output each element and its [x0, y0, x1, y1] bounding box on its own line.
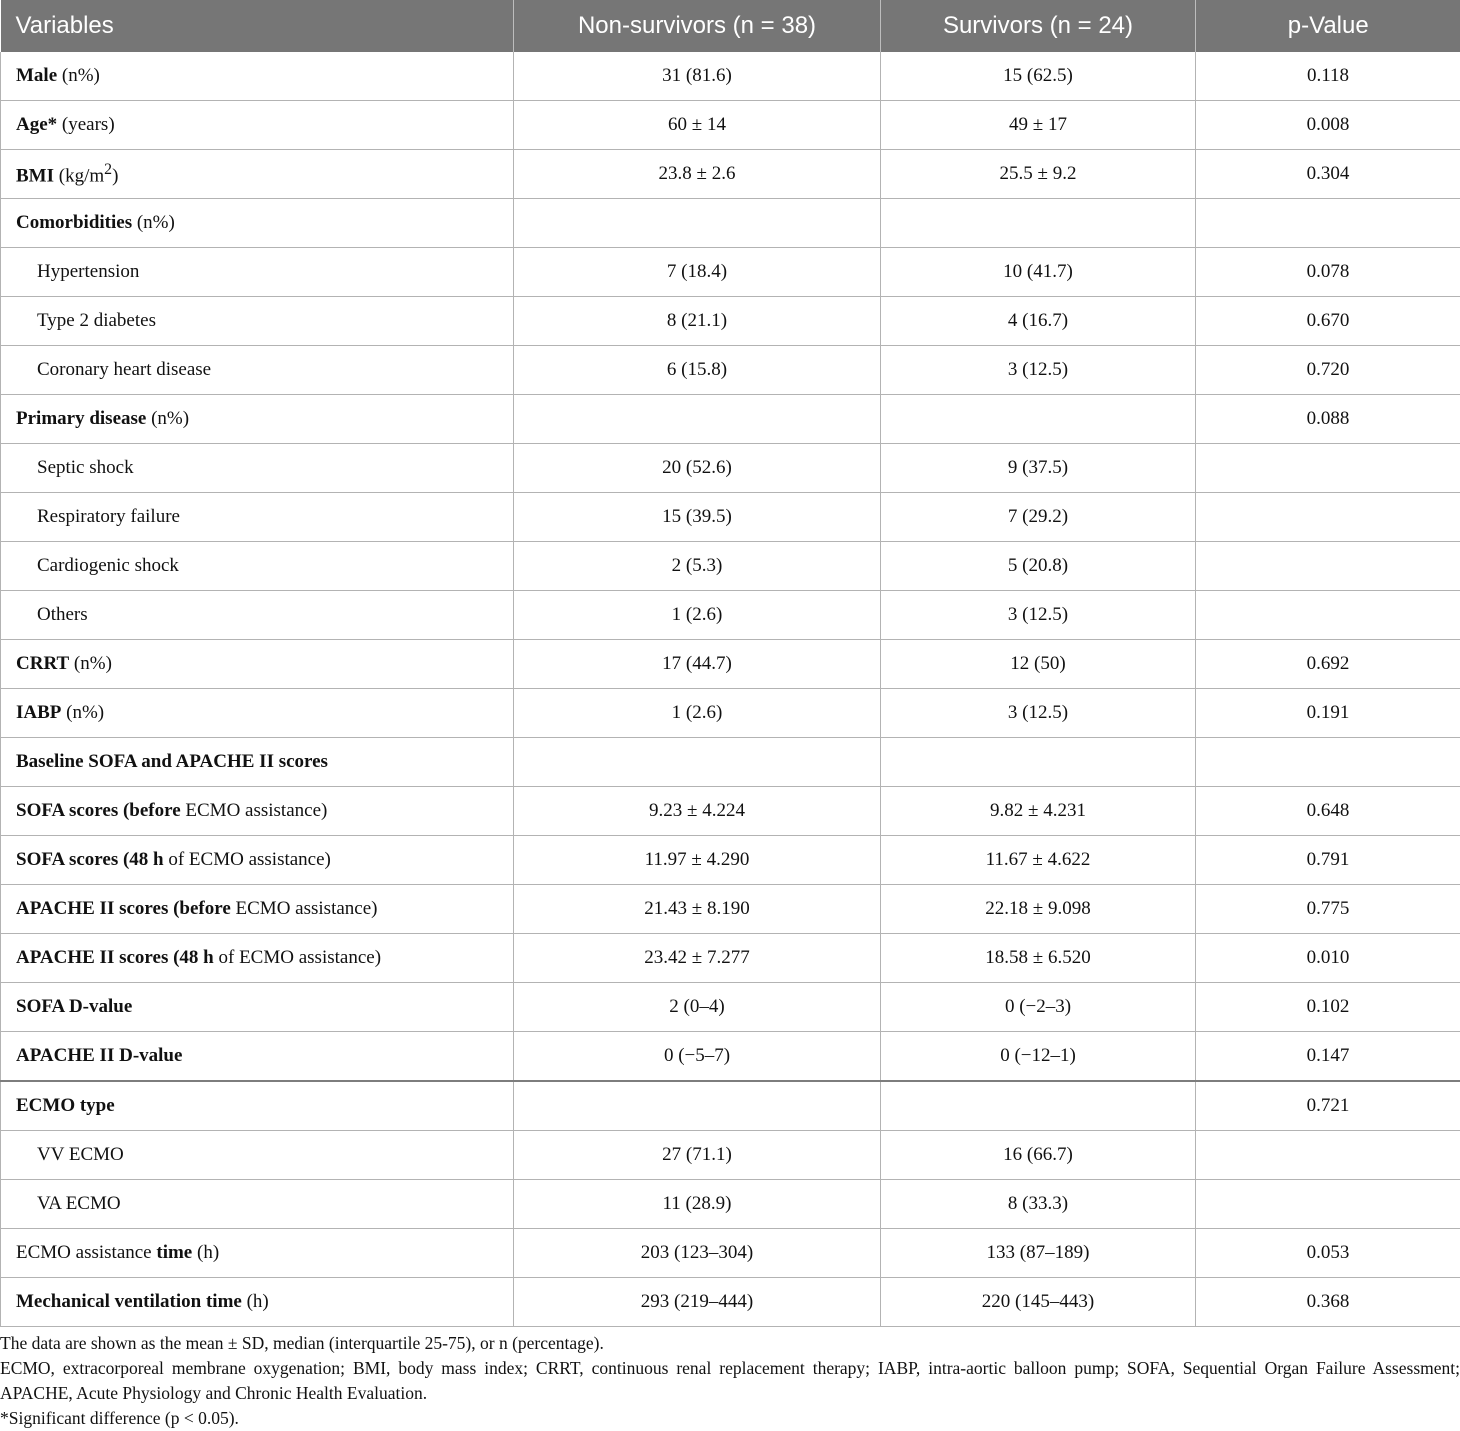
row-label: Respiratory failure: [1, 493, 514, 542]
row-label: APACHE II scores (48 h of ECMO assistance): [1, 934, 514, 983]
non-survivors-value: 2 (0–4): [514, 983, 881, 1032]
p-value: 0.118: [1196, 52, 1460, 101]
p-value: [1196, 738, 1460, 787]
row-label: Hypertension: [1, 248, 514, 297]
survivors-value: 0 (−12–1): [881, 1032, 1196, 1082]
table-row: [1, 395, 1460, 444]
p-value: [1196, 1180, 1460, 1229]
survivors-value: 9 (37.5): [881, 444, 1196, 493]
non-survivors-value: 293 (219–444): [514, 1278, 881, 1327]
survivors-value: 25.5 ± 9.2: [881, 150, 1196, 199]
non-survivors-value: 31 (81.6): [514, 52, 881, 101]
header-p-value: p-Value: [1196, 0, 1460, 52]
footnote-abbreviations: ECMO, extracorporeal membrane oxygenation; BMI, body mass index; CRRT, continuous renal replacement therapy; IABP, intra-aortic balloon pump; SOFA, Sequential Organ Failure Assessment; APACHE, Acute Physiology and Chronic Health Evaluation.: [0, 1356, 1460, 1406]
row-label: Age* (years): [1, 101, 514, 150]
header-survivors: Survivors (n = 24): [881, 0, 1196, 52]
non-survivors-value: 11.97 ± 4.290: [514, 836, 881, 885]
survivors-value: 15 (62.5): [881, 52, 1196, 101]
non-survivors-value: [514, 1081, 881, 1131]
table-footnotes: [0, 1327, 1460, 1431]
row-label: IABP (n%): [1, 689, 514, 738]
table-row: [1, 738, 1460, 787]
survivors-value: 220 (145–443): [881, 1278, 1196, 1327]
row-label: SOFA scores (before ECMO assistance): [1, 787, 514, 836]
p-value: 0.053: [1196, 1229, 1460, 1278]
survivors-value: 3 (12.5): [881, 346, 1196, 395]
non-survivors-value: 23.8 ± 2.6: [514, 150, 881, 199]
table-row: [1, 1180, 1460, 1229]
row-label: VV ECMO: [1, 1131, 514, 1180]
row-label: Cardiogenic shock: [1, 542, 514, 591]
p-value: 0.102: [1196, 983, 1460, 1032]
table-row: [1, 297, 1460, 346]
non-survivors-value: 1 (2.6): [514, 689, 881, 738]
row-label: APACHE II scores (before ECMO assistance): [1, 885, 514, 934]
p-value: 0.191: [1196, 689, 1460, 738]
non-survivors-value: [514, 738, 881, 787]
non-survivors-value: 9.23 ± 4.224: [514, 787, 881, 836]
footnote-data-format: The data are shown as the mean ± SD, median (interquartile 25-75), or n (percentage).: [0, 1331, 1460, 1356]
non-survivors-value: 203 (123–304): [514, 1229, 881, 1278]
survivors-value: 9.82 ± 4.231: [881, 787, 1196, 836]
row-label: BMI $(kg/m^2)$: [1, 150, 514, 199]
p-value: 0.304: [1196, 150, 1460, 199]
row-label: SOFA D-value: [1, 983, 514, 1032]
row-label: Mechanical ventilation time (h): [1, 1278, 514, 1327]
table-row: [1, 1229, 1460, 1278]
survivors-value: 16 (66.7): [881, 1131, 1196, 1180]
non-survivors-value: 27 (71.1): [514, 1131, 881, 1180]
table-row: [1, 787, 1460, 836]
non-survivors-value: 11 (28.9): [514, 1180, 881, 1229]
table-row: [1, 591, 1460, 640]
table-row: [1, 444, 1460, 493]
p-value: 0.670: [1196, 297, 1460, 346]
survivors-value: 4 (16.7): [881, 297, 1196, 346]
row-label: Septic shock: [1, 444, 514, 493]
table-row: [1, 689, 1460, 738]
table-row: [1, 199, 1460, 248]
table-row: [1, 885, 1460, 934]
table-row: [1, 542, 1460, 591]
survivors-value: 12 (50): [881, 640, 1196, 689]
non-survivors-value: 7 (18.4): [514, 248, 881, 297]
table-row: [1, 836, 1460, 885]
row-label: Comorbidities (n%): [1, 199, 514, 248]
p-value: 0.692: [1196, 640, 1460, 689]
row-label: APACHE II D-value: [1, 1032, 514, 1082]
table-row: [1, 101, 1460, 150]
non-survivors-value: 15 (39.5): [514, 493, 881, 542]
table-row: [1, 346, 1460, 395]
non-survivors-value: 21.43 ± 8.190: [514, 885, 881, 934]
table-row: [1, 493, 1460, 542]
row-label: Others: [1, 591, 514, 640]
p-value: 0.368: [1196, 1278, 1460, 1327]
p-value: 0.078: [1196, 248, 1460, 297]
survivors-value: 0 (−2–3): [881, 983, 1196, 1032]
row-label: SOFA scores (48 h of ECMO assistance): [1, 836, 514, 885]
survivors-value: [881, 1081, 1196, 1131]
p-value: 0.147: [1196, 1032, 1460, 1082]
table-row: [1, 1278, 1460, 1327]
survivors-value: 22.18 ± 9.098: [881, 885, 1196, 934]
table-row: [1, 1131, 1460, 1180]
table-row: [1, 640, 1460, 689]
row-label: Coronary heart disease: [1, 346, 514, 395]
row-label: ECMO assistance time (h): [1, 1229, 514, 1278]
p-value: [1196, 493, 1460, 542]
non-survivors-value: 2 (5.3): [514, 542, 881, 591]
p-value: 0.775: [1196, 885, 1460, 934]
table-row: [1, 1032, 1460, 1082]
survivors-value: 3 (12.5): [881, 591, 1196, 640]
p-value: 0.648: [1196, 787, 1460, 836]
survivors-value: 18.58 ± 6.520: [881, 934, 1196, 983]
survivors-value: [881, 199, 1196, 248]
p-value: 0.008: [1196, 101, 1460, 150]
table-row: [1, 150, 1460, 199]
p-value: [1196, 444, 1460, 493]
header-non-survivors: Non-survivors (n = 38): [514, 0, 881, 52]
p-value: [1196, 591, 1460, 640]
survivors-value: 10 (41.7): [881, 248, 1196, 297]
survivors-value: 7 (29.2): [881, 493, 1196, 542]
table-row: [1, 1081, 1460, 1131]
survivors-value: 133 (87–189): [881, 1229, 1196, 1278]
row-label: Baseline SOFA and APACHE II scores: [1, 738, 514, 787]
survivors-value: 49 ± 17: [881, 101, 1196, 150]
non-survivors-value: 60 ± 14: [514, 101, 881, 150]
non-survivors-value: [514, 395, 881, 444]
non-survivors-value: 23.42 ± 7.277: [514, 934, 881, 983]
p-value: [1196, 1131, 1460, 1180]
footnote-significance: *Significant difference (p < 0.05).: [0, 1406, 1460, 1431]
survivors-value: 5 (20.8): [881, 542, 1196, 591]
survivors-value: [881, 395, 1196, 444]
survivors-value: 11.67 ± 4.622: [881, 836, 1196, 885]
p-value: 0.721: [1196, 1081, 1460, 1131]
row-label: Male (n%): [1, 52, 514, 101]
row-label: VA ECMO: [1, 1180, 514, 1229]
survivors-value: [881, 738, 1196, 787]
row-label: Type 2 diabetes: [1, 297, 514, 346]
p-value: 0.088: [1196, 395, 1460, 444]
table-row: [1, 934, 1460, 983]
non-survivors-value: 1 (2.6): [514, 591, 881, 640]
p-value: 0.791: [1196, 836, 1460, 885]
survivors-value: 3 (12.5): [881, 689, 1196, 738]
p-value: 0.720: [1196, 346, 1460, 395]
non-survivors-value: 6 (15.8): [514, 346, 881, 395]
p-value: 0.010: [1196, 934, 1460, 983]
p-value: [1196, 199, 1460, 248]
table-row: [1, 983, 1460, 1032]
row-label: Primary disease (n%): [1, 395, 514, 444]
p-value: [1196, 542, 1460, 591]
header-row: [1, 0, 1460, 52]
survivors-value: 8 (33.3): [881, 1180, 1196, 1229]
non-survivors-value: 8 (21.1): [514, 297, 881, 346]
header-variables: Variables: [1, 0, 514, 52]
table-row: [1, 248, 1460, 297]
non-survivors-value: 17 (44.7): [514, 640, 881, 689]
non-survivors-value: 20 (52.6): [514, 444, 881, 493]
row-label: CRRT (n%): [1, 640, 514, 689]
table-row: [1, 52, 1460, 101]
non-survivors-value: 0 (−5–7): [514, 1032, 881, 1082]
non-survivors-value: [514, 199, 881, 248]
row-label: ECMO type: [1, 1081, 514, 1131]
